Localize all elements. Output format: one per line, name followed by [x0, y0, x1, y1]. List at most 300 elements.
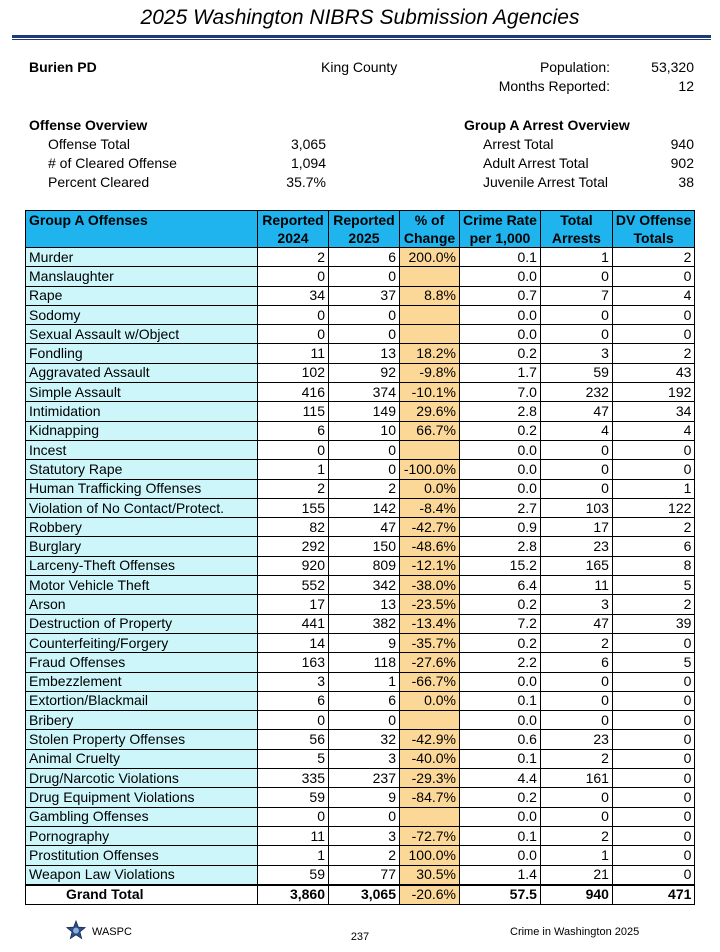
crime-rate-cell: 0.1 [460, 749, 541, 768]
dv-offense-total-cell: 34 [612, 402, 694, 421]
crime-rate-cell: 0.2 [460, 344, 541, 363]
pct-change-cell: -8.4% [400, 498, 460, 517]
reported-2024-cell: 5 [258, 749, 329, 768]
table-row [26, 807, 695, 826]
total-arrests-cell: 161 [540, 769, 612, 788]
total-arrests-cell: 23 [540, 537, 612, 556]
reported-2024-cell: 0 [258, 305, 329, 324]
header-crime-rate-2: per 1,000 [460, 229, 541, 248]
total-arrests-cell: 165 [540, 556, 612, 575]
offense-name-cell: Murder [26, 248, 258, 267]
header-total-arrests-2: Arrests [540, 229, 612, 248]
pct-change-cell: 29.6% [400, 402, 460, 421]
total-arrests-cell: 0 [540, 479, 612, 498]
reported-2025-cell: 142 [329, 498, 400, 517]
pct-change-cell: -35.7% [400, 633, 460, 652]
offense-name-cell: Fraud Offenses [26, 653, 258, 672]
reported-2025-cell: 6 [329, 248, 400, 267]
pct-change-cell [400, 325, 460, 344]
crime-rate-cell: 0.0 [460, 807, 541, 826]
offense-name-cell: Fondling [26, 344, 258, 363]
offense-name-cell: Motor Vehicle Theft [26, 576, 258, 595]
header-dv-offense-2: Totals [612, 229, 694, 248]
reported-2024-cell: 6 [258, 691, 329, 710]
offense-name-cell: Sexual Assault w/Object [26, 325, 258, 344]
table-row [26, 402, 695, 421]
reported-2024-cell: 552 [258, 576, 329, 595]
crime-rate-cell: 1.4 [460, 865, 541, 885]
months-value: 12 [678, 78, 694, 94]
table-row [26, 537, 695, 556]
crime-rate-cell: 0.0 [460, 305, 541, 324]
dv-offense-total-cell: 0 [612, 730, 694, 749]
reported-2024-cell: 82 [258, 518, 329, 537]
table-row [26, 595, 695, 614]
dv-offense-total-cell: 0 [612, 788, 694, 807]
reported-2025-cell: 9 [329, 633, 400, 652]
total-arrests-cell: 232 [540, 383, 612, 402]
crime-rate-cell: 2.2 [460, 653, 541, 672]
offense-name-cell: Manslaughter [26, 267, 258, 286]
reported-2025-cell: 10 [329, 421, 400, 440]
dv-offense-total-cell: 43 [612, 363, 694, 382]
reported-2024-cell: 292 [258, 537, 329, 556]
pct-change-cell: -13.4% [400, 614, 460, 633]
dv-offense-total-cell: 0 [612, 826, 694, 845]
table-row [26, 363, 695, 382]
table-row [26, 653, 695, 672]
total-arrests-cell: 0 [540, 672, 612, 691]
reported-2024-cell: 56 [258, 730, 329, 749]
reported-2025-cell: 374 [329, 383, 400, 402]
table-row [26, 846, 695, 865]
table-header-row-2 [26, 229, 695, 248]
reported-2024-cell: 3 [258, 672, 329, 691]
reported-2025-cell: 3 [329, 826, 400, 845]
offense-name-cell: Statutory Rape [26, 460, 258, 479]
arrest-total-label: Arrest Total [483, 136, 554, 152]
reported-2025-cell: 0 [329, 267, 400, 286]
pct-change-cell: -10.1% [400, 383, 460, 402]
header-total-arrests: Total [540, 211, 612, 230]
dv-offense-total-cell: 0 [612, 769, 694, 788]
total-arrests-cell: 6 [540, 653, 612, 672]
reported-2025-cell: 809 [329, 556, 400, 575]
pct-change-cell: -42.7% [400, 518, 460, 537]
dv-offense-total-cell: 2 [612, 595, 694, 614]
header-dv-offense: DV Offense [612, 211, 694, 230]
title-rule [12, 35, 711, 38]
table-row [26, 248, 695, 267]
reported-2025-cell: 149 [329, 402, 400, 421]
crime-rate-cell: 0.0 [460, 440, 541, 459]
header-pct-change: % of [400, 211, 460, 230]
offense-name-cell: Burglary [26, 537, 258, 556]
dv-offense-total-cell: 0 [612, 672, 694, 691]
offense-name-cell: Human Trafficking Offenses [26, 479, 258, 498]
juvenile-arrest-value: 38 [678, 174, 694, 190]
offense-name-cell: Larceny-Theft Offenses [26, 556, 258, 575]
offense-name-cell: Sodomy [26, 305, 258, 324]
total-arrests-cell: 0 [540, 267, 612, 286]
table-row [26, 518, 695, 537]
pct-change-cell: -23.5% [400, 595, 460, 614]
dv-offense-total-cell: 5 [612, 576, 694, 595]
reported-2024-cell: 0 [258, 267, 329, 286]
reported-2024-cell: 59 [258, 788, 329, 807]
table-row [26, 614, 695, 633]
offense-name-cell: Robbery [26, 518, 258, 537]
reported-2024-cell: 0 [258, 711, 329, 730]
reported-2025-cell: 13 [329, 344, 400, 363]
reported-2025-cell: 37 [329, 286, 400, 305]
total-arrests-cell: 1 [540, 846, 612, 865]
pct-change-cell [400, 807, 460, 826]
total-arrests-cell: 0 [540, 325, 612, 344]
dv-offense-total-cell: 0 [612, 691, 694, 710]
juvenile-arrest-label: Juvenile Arrest Total [483, 174, 609, 190]
title-rule-thin [12, 39, 711, 40]
table-row [26, 576, 695, 595]
crime-rate-cell: 0.0 [460, 672, 541, 691]
dv-offense-total-cell: 0 [612, 305, 694, 324]
table-row [26, 440, 695, 459]
reported-2025-cell: 0 [329, 460, 400, 479]
total-arrests-cell: 59 [540, 363, 612, 382]
total-arrests-cell: 11 [540, 576, 612, 595]
crime-rate-cell: 0.1 [460, 691, 541, 710]
pct-change-cell: 66.7% [400, 421, 460, 440]
crime-rate-cell: 7.0 [460, 383, 541, 402]
population-label: Population: [539, 59, 610, 75]
offense-name-cell: Animal Cruelty [26, 749, 258, 768]
crime-rate-cell: 0.2 [460, 788, 541, 807]
offense-name-cell: Violation of No Contact/Protect. [26, 498, 258, 517]
crime-rate-cell: 1.7 [460, 363, 541, 382]
dv-offense-total-cell: 0 [612, 633, 694, 652]
header-pct-change-2: Change [400, 229, 460, 248]
pct-change-cell [400, 711, 460, 730]
percent-cleared-label: Percent Cleared [48, 174, 150, 190]
total-arrests-cell: 0 [540, 711, 612, 730]
offense-total-value: 3,065 [290, 136, 326, 152]
dv-offense-total-cell: 0 [612, 711, 694, 730]
offense-name-cell: Incest [26, 440, 258, 459]
pct-change-cell: -27.6% [400, 653, 460, 672]
reported-2025-cell: 237 [329, 769, 400, 788]
dv-offense-total-cell: 0 [612, 460, 694, 479]
reported-2024-cell: 920 [258, 556, 329, 575]
table-row [26, 865, 695, 885]
table-row [26, 267, 695, 286]
crime-rate-cell: 4.4 [460, 769, 541, 788]
pct-change-cell [400, 267, 460, 286]
agency-county: King County [321, 59, 398, 75]
reported-2025-cell: 342 [329, 576, 400, 595]
header-reported-2024: Reported [258, 211, 329, 230]
table-row [26, 498, 695, 517]
reported-2024-cell: 34 [258, 286, 329, 305]
dv-offense-total-cell: 0 [612, 846, 694, 865]
arrest-overview-heading: Group A Arrest Overview [464, 117, 630, 133]
header-reported-2024-year: 2024 [258, 229, 329, 248]
crime-rate-cell: 0.0 [460, 479, 541, 498]
offense-name-cell: Simple Assault [26, 383, 258, 402]
table-row [26, 730, 695, 749]
reported-2025-cell: 3 [329, 749, 400, 768]
pct-change-cell: -40.0% [400, 749, 460, 768]
offense-name-cell: Drug/Narcotic Violations [26, 769, 258, 788]
pct-change-cell: -72.7% [400, 826, 460, 845]
pct-change-cell: -38.0% [400, 576, 460, 595]
offense-name-cell: Destruction of Property [26, 614, 258, 633]
table-row [26, 749, 695, 768]
dv-offense-total-cell: 4 [612, 421, 694, 440]
reported-2024-cell: 11 [258, 344, 329, 363]
table-row [26, 672, 695, 691]
offense-name-cell: Aggravated Assault [26, 363, 258, 382]
pct-change-cell: 0.0% [400, 479, 460, 498]
table-row [26, 286, 695, 305]
reported-2024-cell: 17 [258, 595, 329, 614]
crime-rate-cell: 2.8 [460, 537, 541, 556]
total-arrests-cell: 3 [540, 344, 612, 363]
dv-offense-total-cell: 0 [612, 749, 694, 768]
offense-name-cell: Weapon Law Violations [26, 865, 258, 885]
dv-offense-total-cell: 2 [612, 344, 694, 363]
adult-arrest-value: 902 [670, 155, 694, 171]
table-row [26, 691, 695, 710]
offense-overview-heading: Offense Overview [29, 117, 148, 133]
reported-2025-cell: 9 [329, 788, 400, 807]
adult-arrest-label: Adult Arrest Total [483, 155, 589, 171]
total-arrests-cell: 2 [540, 749, 612, 768]
grand-total-offense-name-cell: Grand Total [26, 885, 258, 905]
offense-name-cell: Embezzlement [26, 672, 258, 691]
reported-2025-cell: 0 [329, 325, 400, 344]
total-arrests-cell: 2 [540, 826, 612, 845]
footer-publication: Crime in Washington 2025 [510, 926, 640, 938]
offense-total-label: Offense Total [48, 136, 130, 152]
header-crime-rate: Crime Rate [460, 211, 541, 230]
crime-rate-cell: 0.0 [460, 325, 541, 344]
percent-cleared-value: 35.7% [286, 174, 326, 190]
reported-2024-cell: 1 [258, 460, 329, 479]
group-a-offenses-table [25, 210, 695, 905]
total-arrests-cell: 1 [540, 248, 612, 267]
pct-change-cell: 30.5% [400, 865, 460, 885]
table-row [26, 460, 695, 479]
offense-name-cell: Intimidation [26, 402, 258, 421]
reported-2024-cell: 335 [258, 769, 329, 788]
pct-change-cell [400, 440, 460, 459]
pct-change-cell: -66.7% [400, 672, 460, 691]
total-arrests-cell: 0 [540, 691, 612, 710]
crime-rate-cell: 0.7 [460, 286, 541, 305]
crime-rate-cell: 2.8 [460, 402, 541, 421]
reported-2024-cell: 102 [258, 363, 329, 382]
months-label: Months Reported: [498, 78, 610, 94]
total-arrests-cell: 0 [540, 440, 612, 459]
pct-change-cell: 8.8% [400, 286, 460, 305]
agency-name: Burien PD [29, 59, 97, 75]
pct-change-cell: -42.9% [400, 730, 460, 749]
crime-rate-cell: 0.6 [460, 730, 541, 749]
reported-2025-cell: 32 [329, 730, 400, 749]
pct-change-cell: 200.0% [400, 248, 460, 267]
reported-2024-cell: 2 [258, 479, 329, 498]
reported-2024-cell: 6 [258, 421, 329, 440]
crime-rate-cell: 0.2 [460, 595, 541, 614]
crime-rate-cell: 0.0 [460, 711, 541, 730]
offense-name-cell: Extortion/Blackmail [26, 691, 258, 710]
table-row [26, 556, 695, 575]
pct-change-cell: 100.0% [400, 846, 460, 865]
grand-total-pct-change-cell: -20.6% [400, 885, 460, 905]
grand-total-dv-offense-total-cell: 471 [612, 885, 694, 905]
reported-2024-cell: 1 [258, 846, 329, 865]
reported-2025-cell: 150 [329, 537, 400, 556]
total-arrests-cell: 3 [540, 595, 612, 614]
dv-offense-total-cell: 2 [612, 518, 694, 537]
reported-2025-cell: 118 [329, 653, 400, 672]
reported-2025-cell: 13 [329, 595, 400, 614]
header-reported-2025: Reported [329, 211, 400, 230]
crime-rate-cell: 0.0 [460, 267, 541, 286]
offense-name-cell: Counterfeiting/Forgery [26, 633, 258, 652]
table-row [26, 826, 695, 845]
crime-rate-cell: 15.2 [460, 556, 541, 575]
dv-offense-total-cell: 1 [612, 479, 694, 498]
offense-name-cell: Arson [26, 595, 258, 614]
footer-page-number: 237 [350, 931, 370, 943]
reported-2025-cell: 92 [329, 363, 400, 382]
dv-offense-total-cell: 0 [612, 267, 694, 286]
offense-name-cell: Stolen Property Offenses [26, 730, 258, 749]
table-row [26, 325, 695, 344]
total-arrests-cell: 23 [540, 730, 612, 749]
crime-rate-cell: 6.4 [460, 576, 541, 595]
total-arrests-cell: 0 [540, 305, 612, 324]
cleared-offense-value: 1,094 [290, 155, 326, 171]
reported-2024-cell: 2 [258, 248, 329, 267]
table-header-row [26, 211, 695, 230]
dv-offense-total-cell: 8 [612, 556, 694, 575]
total-arrests-cell: 47 [540, 614, 612, 633]
offense-name-cell: Gambling Offenses [26, 807, 258, 826]
reported-2025-cell: 47 [329, 518, 400, 537]
dv-offense-total-cell: 39 [612, 614, 694, 633]
table-row [26, 305, 695, 324]
total-arrests-cell: 47 [540, 402, 612, 421]
table-row [26, 344, 695, 363]
grand-total-total-arrests-cell: 940 [540, 885, 612, 905]
crime-rate-cell: 0.2 [460, 421, 541, 440]
reported-2025-cell: 77 [329, 865, 400, 885]
reported-2024-cell: 0 [258, 440, 329, 459]
total-arrests-cell: 4 [540, 421, 612, 440]
dv-offense-total-cell: 0 [612, 807, 694, 826]
crime-rate-cell: 0.2 [460, 633, 541, 652]
arrest-total-value: 940 [670, 136, 694, 152]
total-arrests-cell: 103 [540, 498, 612, 517]
header-reported-2025-year: 2025 [329, 229, 400, 248]
reported-2025-cell: 0 [329, 305, 400, 324]
footer-org: WASPC [92, 926, 132, 938]
crime-rate-cell: 0.0 [460, 846, 541, 865]
page-title: 2025 Washington NIBRS Submission Agencies [140, 6, 580, 29]
pct-change-cell [400, 305, 460, 324]
total-arrests-cell: 2 [540, 633, 612, 652]
grand-total-reported-2025-cell: 3,065 [329, 885, 400, 905]
reported-2024-cell: 14 [258, 633, 329, 652]
dv-offense-total-cell: 2 [612, 248, 694, 267]
dv-offense-total-cell: 6 [612, 537, 694, 556]
reported-2025-cell: 382 [329, 614, 400, 633]
table-row [26, 383, 695, 402]
dv-offense-total-cell: 0 [612, 440, 694, 459]
table-row [26, 769, 695, 788]
pct-change-cell: -48.6% [400, 537, 460, 556]
crime-rate-cell: 0.1 [460, 248, 541, 267]
pct-change-cell: -12.1% [400, 556, 460, 575]
dv-offense-total-cell: 5 [612, 653, 694, 672]
reported-2024-cell: 11 [258, 826, 329, 845]
total-arrests-cell: 21 [540, 865, 612, 885]
reported-2025-cell: 0 [329, 807, 400, 826]
header-offense-2 [26, 229, 258, 248]
grand-total-crime-rate-cell: 57.5 [460, 885, 541, 905]
table-body [26, 248, 695, 905]
offense-name-cell: Pornography [26, 826, 258, 845]
dv-offense-total-cell: 0 [612, 325, 694, 344]
reported-2024-cell: 441 [258, 614, 329, 633]
offense-name-cell: Bribery [26, 711, 258, 730]
grand-total-row [26, 885, 695, 905]
dv-offense-total-cell: 0 [612, 865, 694, 885]
pct-change-cell: -9.8% [400, 363, 460, 382]
table-row [26, 479, 695, 498]
dv-offense-total-cell: 192 [612, 383, 694, 402]
cleared-offense-label: # of Cleared Offense [48, 155, 177, 171]
total-arrests-cell: 0 [540, 807, 612, 826]
table-row [26, 711, 695, 730]
reported-2024-cell: 0 [258, 807, 329, 826]
total-arrests-cell: 17 [540, 518, 612, 537]
reported-2025-cell: 0 [329, 440, 400, 459]
crime-rate-cell: 0.1 [460, 826, 541, 845]
dv-offense-total-cell: 122 [612, 498, 694, 517]
reported-2025-cell: 6 [329, 691, 400, 710]
reported-2024-cell: 155 [258, 498, 329, 517]
reported-2024-cell: 59 [258, 865, 329, 885]
crime-rate-cell: 7.2 [460, 614, 541, 633]
total-arrests-cell: 0 [540, 788, 612, 807]
header-offense: Group A Offenses [26, 211, 258, 230]
dv-offense-total-cell: 4 [612, 286, 694, 305]
reported-2025-cell: 2 [329, 479, 400, 498]
reported-2025-cell: 2 [329, 846, 400, 865]
pct-change-cell: 0.0% [400, 691, 460, 710]
grand-total-reported-2024-cell: 3,860 [258, 885, 329, 905]
crime-rate-cell: 2.7 [460, 498, 541, 517]
crime-rate-cell: 0.9 [460, 518, 541, 537]
table-row [26, 421, 695, 440]
total-arrests-cell: 7 [540, 286, 612, 305]
reported-2024-cell: 115 [258, 402, 329, 421]
total-arrests-cell: 0 [540, 460, 612, 479]
reported-2025-cell: 1 [329, 672, 400, 691]
